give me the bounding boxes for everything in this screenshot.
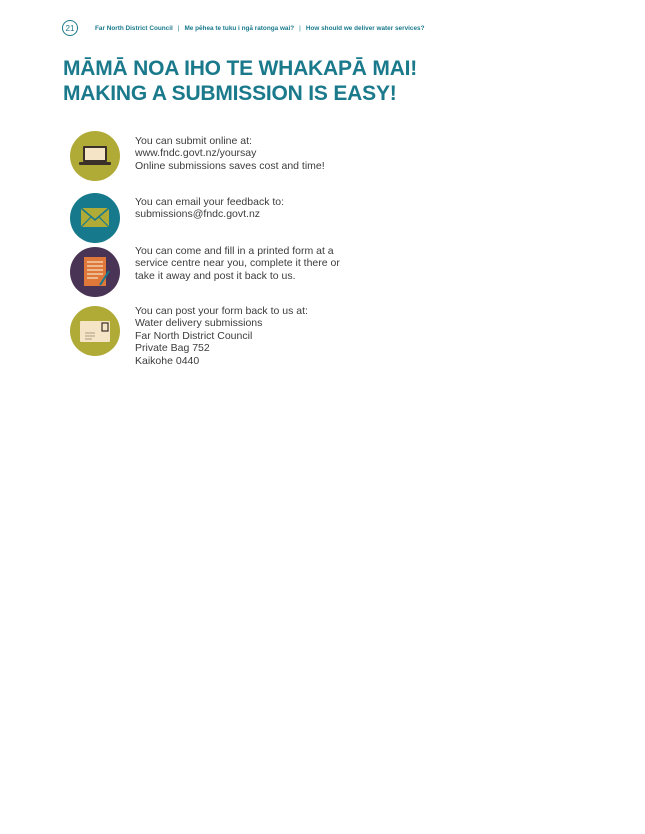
post-text [135,305,308,367]
title-maori: MĀMĀ NOA IHO TE WHAKAPĀ MAI! [63,57,418,80]
breadcrumb-item-maori-question: Me pēhea te tuku i ngā ratonga wai? [184,24,295,32]
email-text [135,196,284,221]
printed-form-line-2: service centre near you, complete it there or [135,257,340,270]
breadcrumb-separator: | [177,24,180,32]
breadcrumb-item-council: Far North District Council [95,24,173,32]
title-english: MAKING A SUBMISSION IS EASY! [63,82,397,105]
page-title [63,56,417,106]
online-url-link[interactable]: www.fndc.govt.nz/yoursay [135,147,257,160]
post-line-2: Water delivery submissions [135,317,263,330]
post-line-5: Kaikohe 0440 [135,354,200,367]
breadcrumb-separator: | [299,24,301,32]
email-icon [70,193,120,243]
form-icon [70,247,120,297]
online-text [135,135,325,172]
printed-form-text [135,245,340,282]
printed-form-line-1: You can come and fill in a printed form at a [135,245,334,257]
laptop-icon [70,131,120,181]
email-line-1: You can email your feedback to: [135,196,285,208]
breadcrumb [95,25,424,32]
breadcrumb-item-english-question: How should we deliver water services? [305,24,425,32]
post-line-3: Far North District Council [135,329,253,342]
post-line-4: Private Bag 752 [135,342,210,355]
printed-form-line-3: take it away and post it back to us. [135,269,296,282]
online-line-1: You can submit online at: [135,135,252,147]
page-number: 21 [62,20,78,36]
email-address-link[interactable]: submissions@fndc.govt.nz [135,208,261,221]
online-line-3: Online submissions saves cost and time! [135,159,325,172]
page-header [62,19,424,37]
post-line-1: You can post your form back to us at: [135,305,308,317]
mail-envelope-icon [70,306,120,356]
